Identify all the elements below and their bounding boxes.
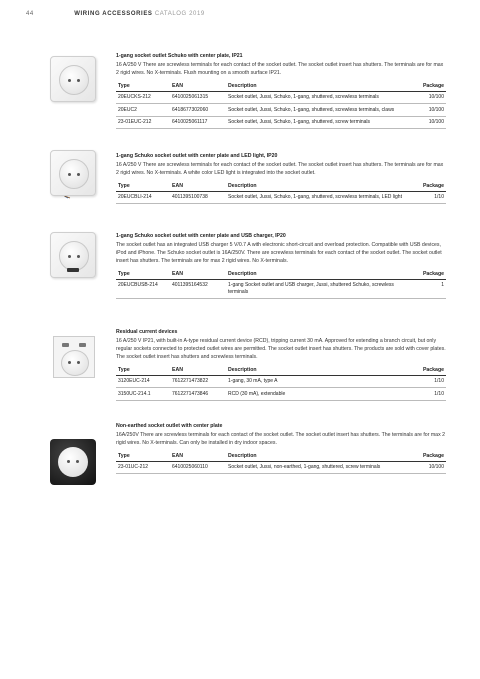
column-description: Description xyxy=(226,182,412,191)
cell-package: 1/10 xyxy=(412,388,446,401)
cell-package: 1/10 xyxy=(412,191,446,204)
section-title: Non-earthed socket outlet with center plate xyxy=(116,423,223,429)
cell-ean: 6410025061117 xyxy=(170,116,226,129)
product-table xyxy=(116,452,446,474)
cell-type: 20EUC2 xyxy=(116,104,170,117)
column-package: Package xyxy=(412,82,446,91)
table-header-row xyxy=(116,366,446,375)
cell-ean: 6410025060110 xyxy=(170,461,226,474)
table-row xyxy=(116,91,446,104)
cell-package: 10/100 xyxy=(412,461,446,474)
column-type: Type xyxy=(116,82,170,91)
column-package: Package xyxy=(412,270,446,279)
cell-ean: 7612271473846 xyxy=(170,388,226,401)
cell-description: Socket outlet, Jussi, Schuko, 1-gang, shuttered, screwless terminals, claws xyxy=(226,104,412,117)
cell-package: 10/100 xyxy=(412,104,446,117)
cell-type: 20EUCKS-212 xyxy=(116,91,170,104)
cell-description: Socket outlet, Jussi, Schuko, 1-gang, shuttered, screwless terminals, LED light xyxy=(226,191,412,204)
product-table xyxy=(116,82,446,129)
column-ean: EAN xyxy=(170,82,226,91)
cell-ean: 6418677302060 xyxy=(170,104,226,117)
cell-ean: 4011395100738 xyxy=(170,191,226,204)
column-description: Description xyxy=(226,366,412,375)
column-description: Description xyxy=(226,452,412,461)
cell-package: 10/100 xyxy=(412,116,446,129)
column-package: Package xyxy=(412,182,446,191)
section-rcd xyxy=(116,329,446,401)
section-schuko-led xyxy=(116,153,446,204)
cell-description: Socket outlet, Jussi, non-earthed, 1-gang, shuttered, screw terminals xyxy=(226,461,412,474)
section-description: 16 A/250 V IP21, with built-in A-type residual current device (RCD), tripping current 30 mA. Approved for extending a branch circuit, but only regular sockets connected to protected outlet wires are permitted. The socket outlet insert has shutters. The products are sold with cover plates. The socket outlet insert has shutters and screwless terminals. xyxy=(116,337,446,361)
section-description: 16 A/250 V There are screwless terminals for each contact of the socket outlet. The socket outlet insert has shutters. The terminals are for max 2 rigid wires. No X-terminals. A white color LED light is integrated into the socket outlet. xyxy=(116,161,444,176)
table-header-row xyxy=(116,82,446,91)
table-header-row xyxy=(116,182,446,191)
product-table xyxy=(116,270,446,299)
table-row xyxy=(116,279,446,298)
column-description: Description xyxy=(226,270,412,279)
column-package: Package xyxy=(412,366,446,375)
table-header-row xyxy=(116,270,446,279)
cell-type: 3150UC-214.1 xyxy=(116,388,170,401)
column-ean: EAN xyxy=(170,270,226,279)
usb-port-icon xyxy=(67,268,79,272)
section-title: 1-gang Schuko socket outlet with center plate and USB charger, IP20 xyxy=(116,233,286,239)
column-package: Package xyxy=(412,452,446,461)
section-title: Residual current devices xyxy=(116,329,178,335)
column-type: Type xyxy=(116,270,170,279)
catalog-title: WIRING ACCESSORIES xyxy=(74,11,153,17)
cell-type: 3120EUC-214 xyxy=(116,375,170,388)
socket-outlet-image xyxy=(50,56,96,102)
table-row xyxy=(116,116,446,129)
cell-ean: 6410025061315 xyxy=(170,91,226,104)
cell-package: 1/10 xyxy=(412,375,446,388)
product-table xyxy=(116,366,446,401)
section-description: The socket outlet has an integrated USB charger 5 V/0.7 A with electronic short-circuit and overload protection. Compatible with USB devices, iPod and iPhone. The Schuko socket outlet is 16A/250V. There are screwless terminals for each contact of the socket outlet. The socket outlet insert has shutters. The terminals are for max 2 rigid wires. No X-terminals. xyxy=(116,241,442,265)
table-row xyxy=(116,191,446,204)
rcd-socket-image xyxy=(50,333,96,379)
catalog-subtitle: CATALOG 2019 xyxy=(154,11,205,17)
column-description: Description xyxy=(226,82,412,91)
cell-ean: 4011395164532 xyxy=(170,279,226,298)
cell-type: 23-01EUC-212 xyxy=(116,116,170,129)
non-earthed-socket-image xyxy=(50,439,96,485)
cell-description: Socket outlet, Jussi, Schuko, 1-gang, shuttered, screwless terminals xyxy=(226,91,412,104)
page-number: 44 xyxy=(26,11,34,17)
page-header xyxy=(26,11,205,17)
cell-description: 1-gang, 30 mA, type A xyxy=(226,375,412,388)
product-table xyxy=(116,182,446,204)
section-description: 16 A/250 V There are screwless terminals for each contact of the socket outlet. The socket outlet insert has shutters. The terminals are for max 2 rigid wires. No X-terminals. Flush mounting on a smooth surface IP21. xyxy=(116,61,444,76)
table-row xyxy=(116,104,446,117)
column-ean: EAN xyxy=(170,366,226,375)
led-socket-outlet-image xyxy=(50,150,96,196)
column-ean: EAN xyxy=(170,452,226,461)
table-row xyxy=(116,375,446,388)
usb-socket-outlet-image xyxy=(50,232,96,278)
section-title: 1-gang Schuko socket outlet with center plate and LED light, IP20 xyxy=(116,153,278,159)
column-type: Type xyxy=(116,452,170,461)
table-header-row xyxy=(116,452,446,461)
cell-type: 23-01UC-212 xyxy=(116,461,170,474)
section-title: 1-gang socket outlet Schuko with center plate, IP21 xyxy=(116,53,243,59)
table-row xyxy=(116,388,446,401)
cell-description: Socket outlet, Jussi, Schuko, 1-gang, shuttered, screw terminals xyxy=(226,116,412,129)
section-description: 16A/250V There are screwless terminals for each contact of the socket outlet. The socket outlet insert has shutters. The terminals are for max 2 rigid wires. No X-terminals. Can only be installed in dry indoor spaces. xyxy=(116,431,445,446)
cell-description: RCD (30 mA), extendable xyxy=(226,388,412,401)
section-non-earthed xyxy=(116,423,446,474)
section-schuko-ip21 xyxy=(116,53,446,129)
cell-description: 1-gang Socket outlet and USB charger, Jussi, shuttered Schuko, screwless terminals xyxy=(226,279,412,298)
cell-type: 20EUCBLI-214 xyxy=(116,191,170,204)
section-schuko-usb xyxy=(116,233,446,299)
cell-package: 10/100 xyxy=(412,91,446,104)
table-row xyxy=(116,461,446,474)
column-type: Type xyxy=(116,182,170,191)
cell-package: 1 xyxy=(412,279,446,298)
column-ean: EAN xyxy=(170,182,226,191)
cell-ean: 7612271473822 xyxy=(170,375,226,388)
cell-type: 20EUCBUSB-214 xyxy=(116,279,170,298)
column-type: Type xyxy=(116,366,170,375)
